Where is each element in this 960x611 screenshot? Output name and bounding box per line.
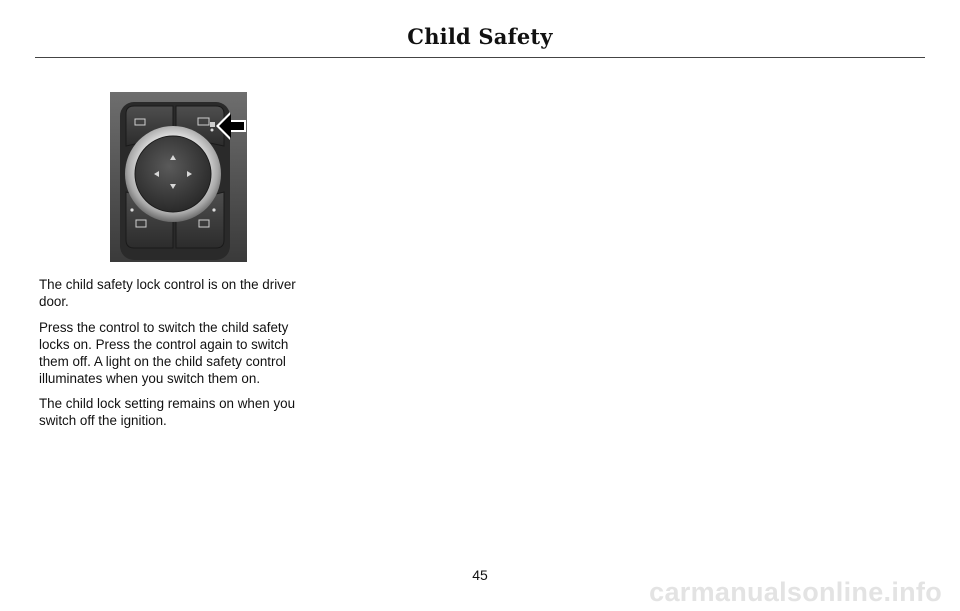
paragraph-location: The child safety lock control is on the driver door. — [39, 277, 296, 309]
page-title: Child Safety — [407, 24, 553, 49]
paragraph-operation: Press the control to switch the child safety locks on. Press the control again to switch them off. A light on the child safety control illuminates when you switch them on. — [39, 319, 289, 386]
child-safety-lock-control-illustration — [110, 92, 247, 262]
page-number: 45 — [472, 567, 488, 583]
site-watermark: carmanualsonline.info — [649, 577, 942, 607]
paragraph-ignition: The child lock setting remains on when you switch off the ignition. — [39, 396, 296, 428]
door-control-figure — [110, 92, 247, 262]
instruction-text — [39, 276, 321, 438]
header-divider — [35, 57, 925, 58]
